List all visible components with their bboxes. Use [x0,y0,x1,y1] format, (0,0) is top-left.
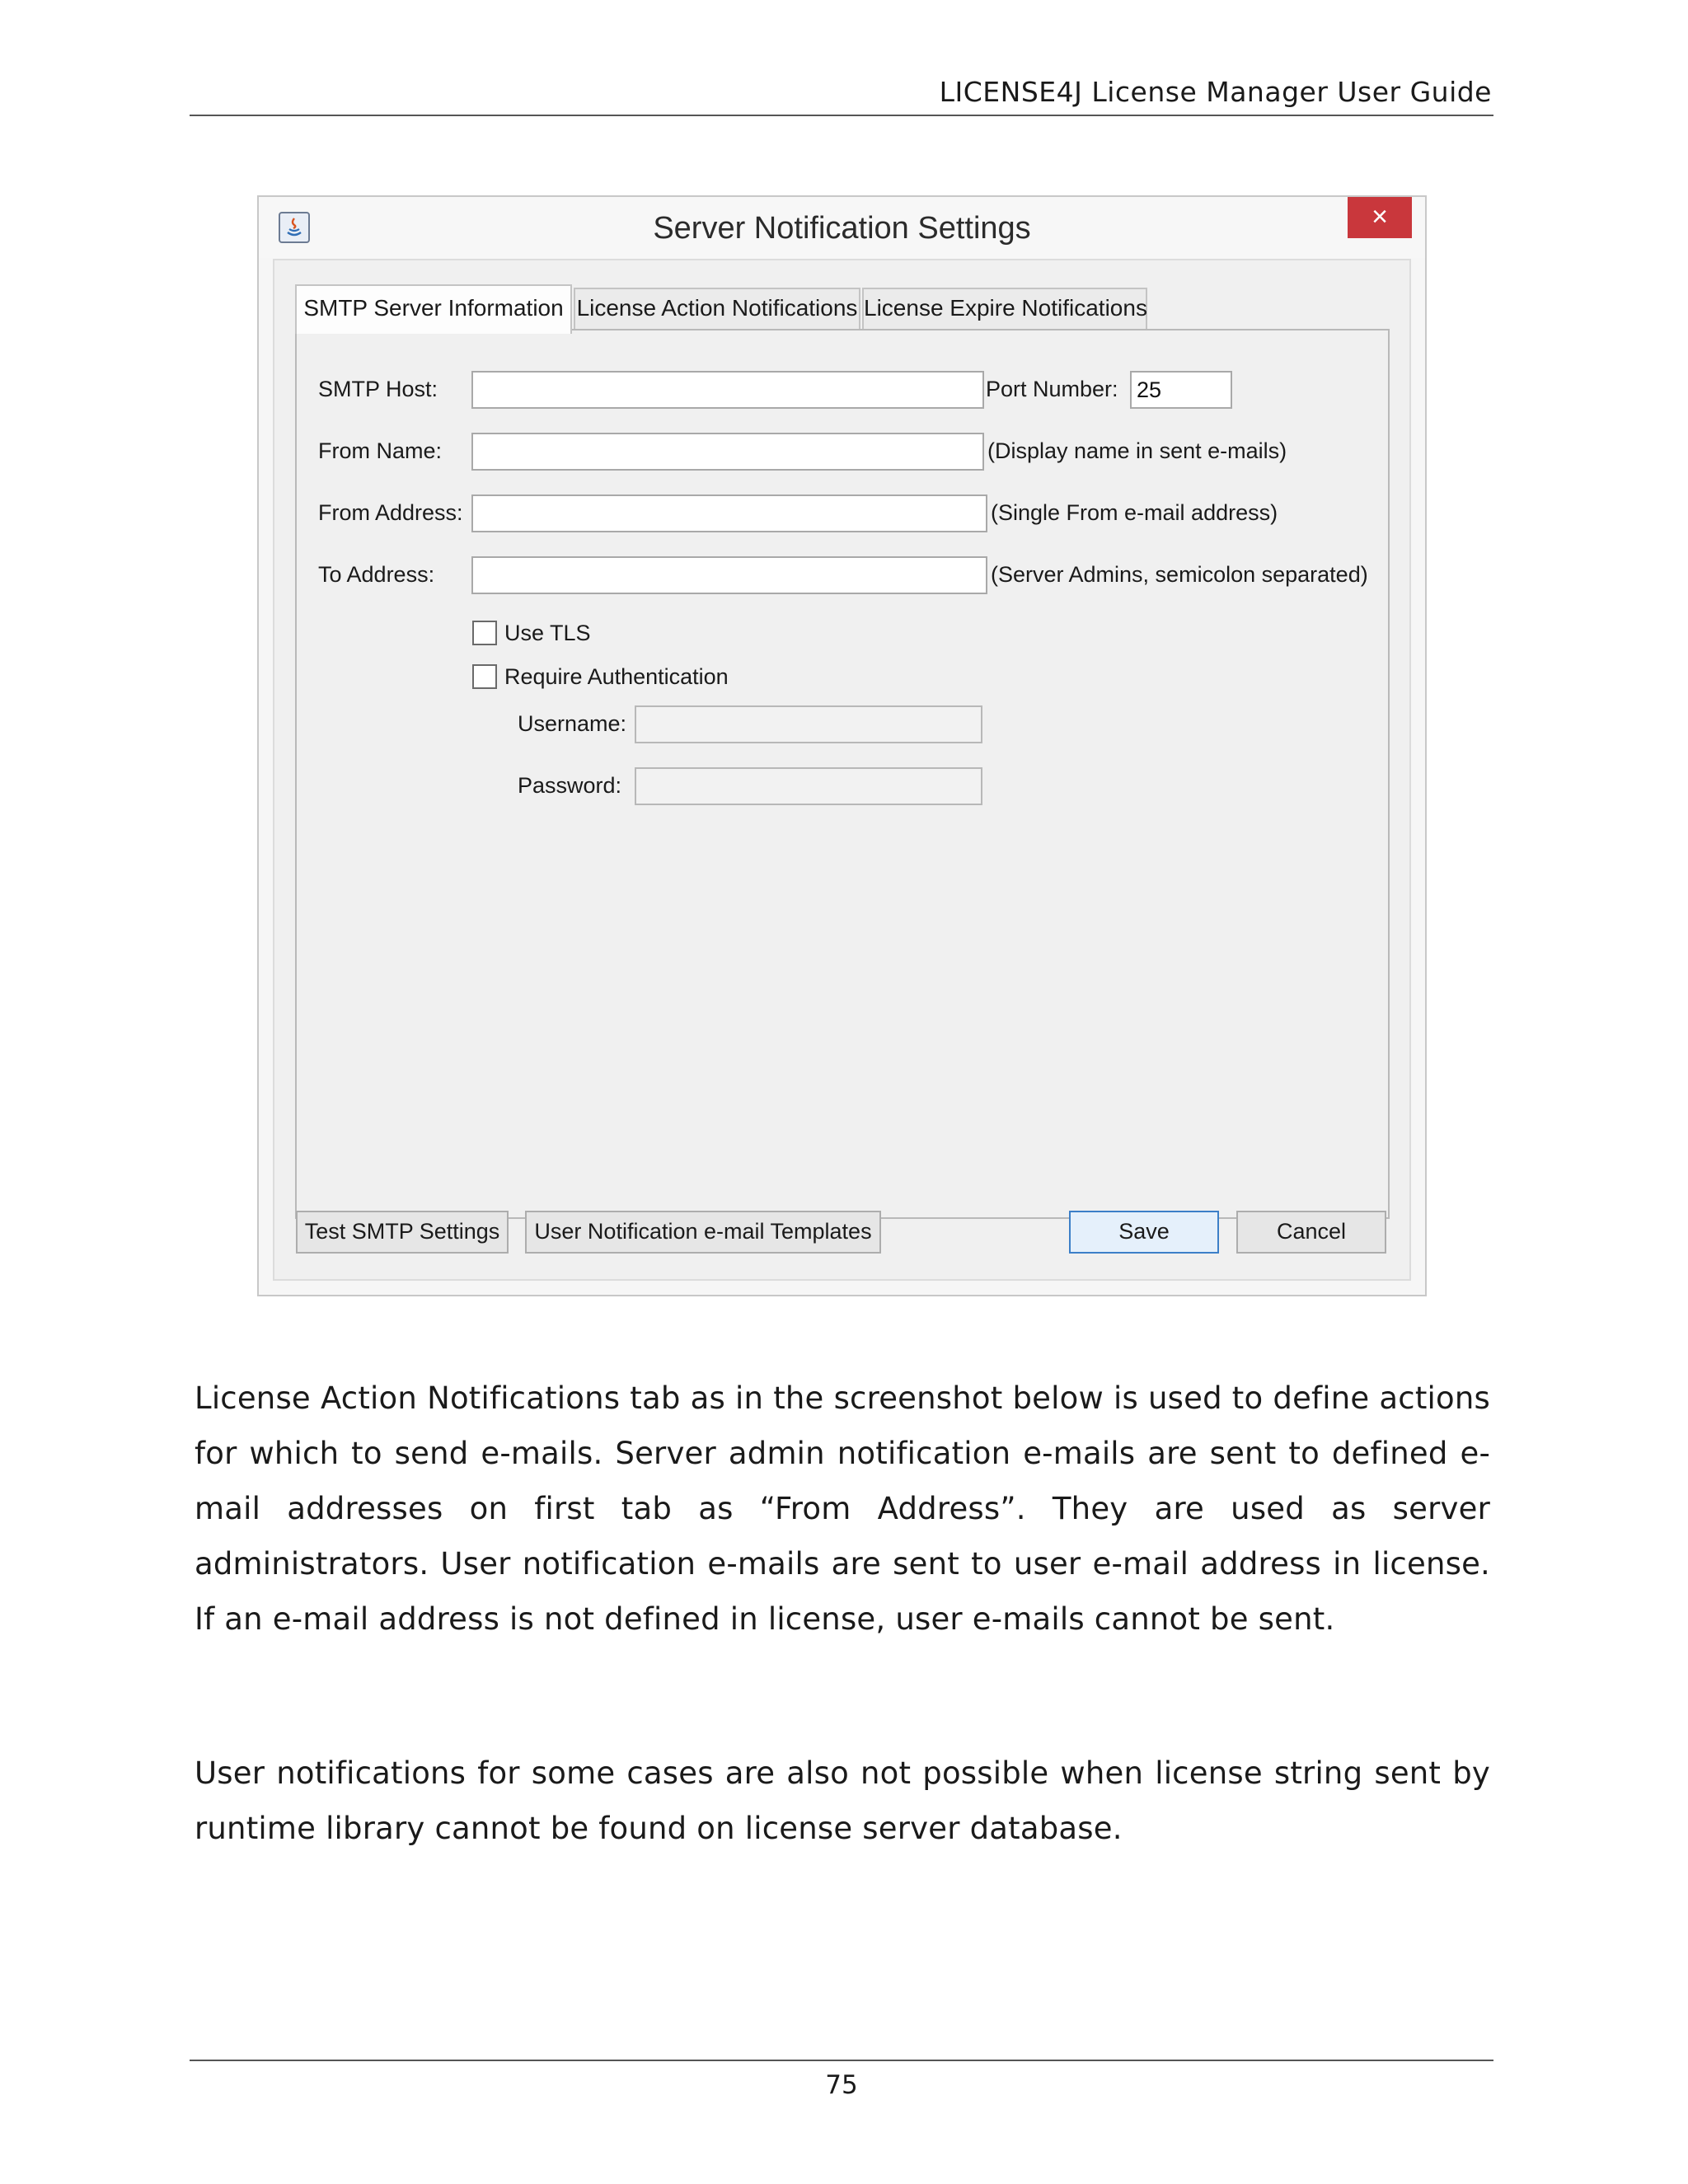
username-input[interactable] [635,705,982,743]
footer-rule [190,2060,1493,2061]
close-icon: × [1372,201,1388,232]
tab-label: License Expire Notifications [864,295,1147,321]
page-header: LICENSE4J License Manager User Guide [939,76,1492,108]
cancel-button[interactable]: Cancel [1236,1211,1386,1254]
from-name-input[interactable] [471,433,984,471]
require-authentication-checkbox[interactable] [472,664,497,689]
tab-label: SMTP Server Information [303,295,564,321]
server-notification-settings-dialog [257,195,1427,1296]
password-label: Password: [518,773,622,798]
port-number-label: Port Number: [986,377,1118,401]
smtp-host-label: SMTP Host: [318,377,438,401]
port-number-input[interactable] [1130,371,1232,409]
from-name-label: From Name: [318,438,443,463]
tab-license-action-notifications[interactable] [574,288,860,330]
from-address-hint: (Single From e-mail address) [991,500,1278,525]
use-tls-label[interactable]: Use TLS [504,621,591,645]
header-rule [190,115,1493,116]
smtp-host-input[interactable] [471,371,984,409]
tab-label: License Action Notifications [576,295,858,321]
password-input[interactable] [635,767,982,805]
page-number: 75 [825,2070,858,2100]
close-button[interactable] [1348,197,1412,238]
to-address-label: To Address: [318,562,435,587]
to-address-input[interactable] [471,556,987,594]
dialog-title: Server Notification Settings [653,211,1031,246]
paragraph-license-action-notifications: License Action Notifications tab as in the screenshot below is used to define actions for which to send e-mails. Server admin notification e-mails are sent to defined e-mail addresses on first tab as “From Address”. They are used as server administrators. User notification e-mails are sent to user e-mail address in license. If an e-mail address is not defined in license, user e-mails cannot be sent. [195,1380,1490,1637]
use-tls-checkbox[interactable] [472,621,497,645]
tab-license-expire-notifications[interactable] [862,288,1147,330]
username-label: Username: [518,711,627,736]
save-button[interactable]: Save [1069,1211,1219,1254]
from-address-input[interactable] [471,494,987,532]
require-authentication-label[interactable]: Require Authentication [504,664,729,689]
title-bar[interactable] [259,197,1425,258]
test-smtp-settings-button[interactable]: Test SMTP Settings [296,1211,509,1254]
paragraph-user-notifications: User notifications for some cases are also not possible when license string sent by runtime library cannot be found on license server database. [195,1755,1490,1846]
user-notification-templates-button[interactable]: User Notification e-mail Templates [525,1211,881,1254]
tab-smtp-server-information[interactable] [295,284,572,334]
to-address-hint: (Server Admins, semicolon separated) [991,562,1368,587]
from-name-hint: (Display name in sent e-mails) [987,438,1287,463]
from-address-label: From Address: [318,500,463,525]
